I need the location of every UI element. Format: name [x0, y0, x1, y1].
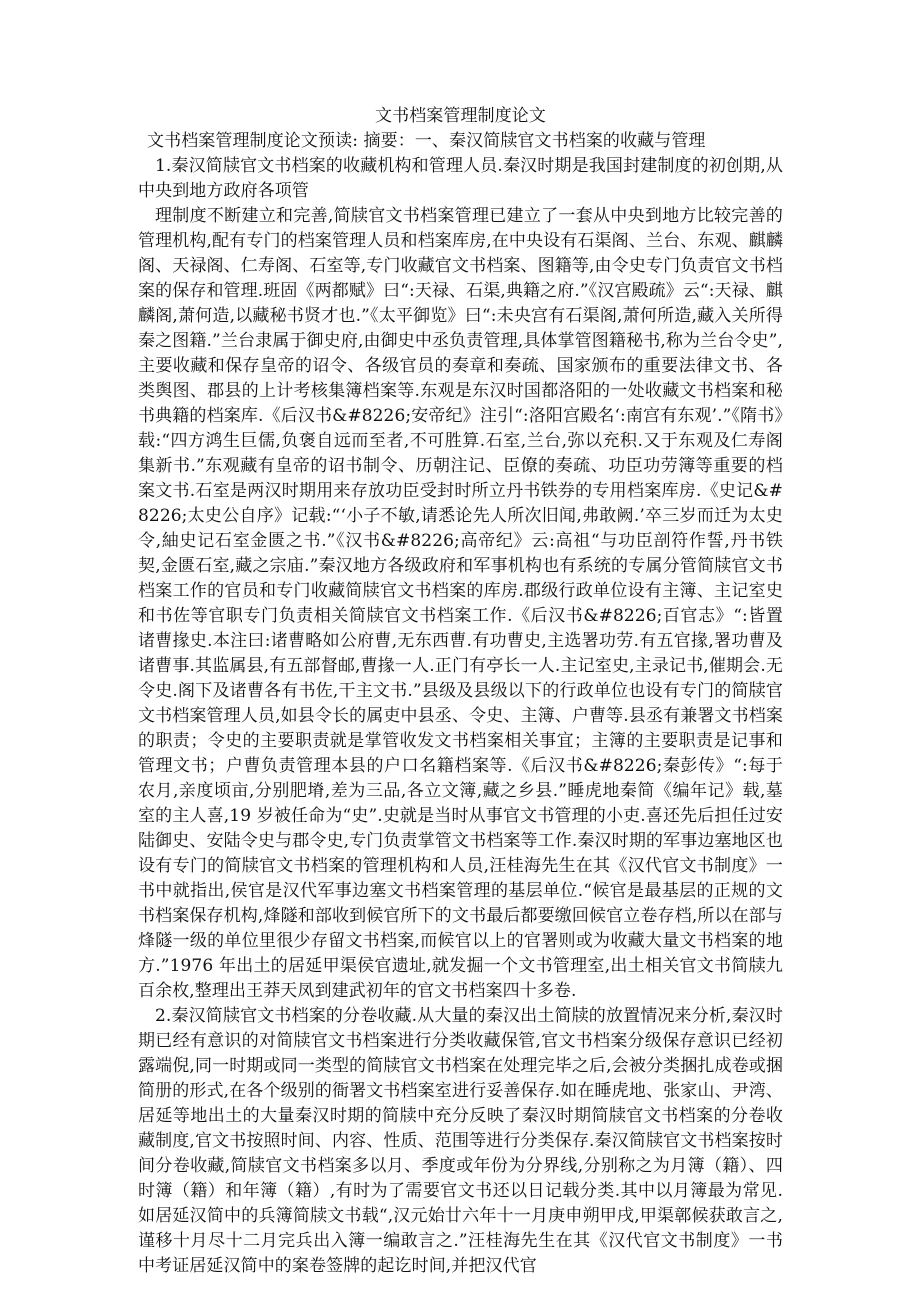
document-page [138, 104, 783, 1279]
abstract-line: 文书档案管理制度论文预读: 摘要：一、秦汉简牍官文书档案的收藏与管理 [147, 131, 706, 151]
paragraph-2: 理制度不断建立和完善,简牍官文书档案管理已建立了一套从中央到地方比较完善的管理机构,配有专门的档案管理人员和档案库房,在中央设有石渠阁、兰台、东观、麒麟阁、天禄阁、仁寿阁、石室等,专门收藏官文书档案、图籍等,由令史专门负责官文书档案的保存和管理.班固《两都赋》曰“:天禄、石渠,典籍之府.”《汉宫殿疏》云“:天禄、麒麟阁,萧何造,以藏秘书贤才也.”《太平御览》曰“:未央宫有石渠阁,萧何所造,藏入关所得秦之图籍.”兰台隶属于御史府,由御史中丞负责管理,具体掌管图籍秘书,称为兰台令史”,主要收藏和保存皇帝的诏令、各级官员的奏章和奏疏、国家颁布的重要法律文书、各类舆图、郡县的上计考核集簿档案等.东观是东汉时国都洛阳的一处收藏文书档案和秘书典籍的档案库.《后汉书&#8226;安帝纪》注引“:洛阳宫殿名‘:南宫有东观’.”《隋书》载:“四方鸿生巨儒,负褒自远而至者,不可胜算.石室,兰台,弥以充积.又于东观及仁寿阁集新书.”东观藏有皇帝的诏书制令、历朝注记、臣僚的奏疏、功臣功劳簿等重要的档案文书.石室是两汉时期用来存放功臣受封时所立丹书铁券的专用档案库房.《史记&#8226;太史公自序》记载:“‘小子不敏,请悉论先人所次旧闻,弗敢阙.’卒三岁而迁为太史令,紬史记石室金匮之书.”《汉书&#8226;高帝纪》云:高祖“与功臣剖符作誓,丹书铁契,金匮石室,藏之宗庙.”秦汉地方各级政府和军事机构也有系统的专属分管简牍官文书档案工作的官员和专门收藏简牍官文书档案的库房.郡级行政单位设有主簿、主记室史和书佐等官职专门负责相关简牍官文书档案工作.《后汉书&#8226;百官志》“:皆置诸曹掾史.本注曰:诸曹略如公府曹,无东西曹.有功曹史,主选署功劳.有五官掾,署功曹及诸曹事.其监属县,有五部督邮,曹掾一人.正门有亭长一人.主记室史,主录记书,催期会.无令史.阁下及诸曹各有书佐,干主文书.”县级及县级以下的行政单位也设有专门的简牍官文书档案管理人员,如县令长的属吏中县丞、令史、主簿、户曹等.县丞有兼署文书档案的职责；令史的主要职责就是掌管收发文书档案相关事宜；主簿的主要职责是记事和管理文书；户曹负责管理本县的户口名籍档案等.《后汉书&#8226;秦彭传》“:每于农月,亲度顷亩,分别肥塉,差为三品,各立文簿,藏之乡县.”睡虎地秦简《编年记》载,墓室的主人喜,19 岁被任命为“史”.史就是当时从事官文书管理的小吏.喜还先后担任过安陆御史、安陆令史与郡令史,专门负责掌管文书档案等工作.秦汉时期的军事边塞地区也设有专门的简牍官文书档案的管理机构和人员,汪桂海先生在其《汉代官文书制度》一书中就指出,侯官是汉代军事边塞文书档案管理的基层单位.“候官是最基层的正规的文书档案保存机构,烽隧和部收到候官所下的文书最后都要缴回候官立卷存档,所以在部与烽隧一级的单位里很少存留文书档案,而候官以上的官署则或为收藏大量文书档案的地方.”1976 年出土的居延甲渠侯官遗址,就发掘一个文书管理室,出土相关官文书简牍九百余枚,整理出王莽天凤到建武初年的官文书档案四十多卷. [138, 206, 783, 1001]
document-title: 文书档案管理制度论文 [375, 106, 546, 126]
paragraph-3: 2.秦汉简牍官文书档案的分卷收藏.从大量的秦汉出土简牍的放置情况来分析,秦汉时期已经有意识的对简牍官文书档案进行分类收藏保管,官文书档案分级保存意识已经初露端倪,同一时期或同一类型的简牍官文书档案在处理完毕之后,会被分类捆扎成卷或捆简册的形式,在各个级别的衙署文书档案室进行妥善保存.如在睡虎地、张家山、尹湾、居延等地出土的大量秦汉时期的简牍中充分反映了秦汉时期简牍官文书档案的分卷收藏制度,官文书按照时间、内容、性质、范围等进行分类保存.秦汉简牍官文书档案按时间分卷收藏,简牍官文书档案多以月、季度或年份为分界线,分别称之为月簿（籍）、四时簿（籍）和年簿（籍）,有时为了需要官文书还以日记载分类.其中以月簿最为常见.如居延汉简中的兵簿简牍文书载“,汉元始廿六年十一月庚申朔甲戌,甲渠鄣候获敢言之,谨移十月尽十二月完兵出入簿一编敢言之.”汪桂海先生在其《汉代官文书制度》一书中考证居延汉简中的案卷签牌的起讫时间,并把汉代官 [138, 1006, 783, 1276]
paragraph-1: 1.秦汉简牍官文书档案的收藏机构和管理人员.秦汉时期是我国封建制度的初创期,从中央到地方政府各项管 [138, 156, 783, 201]
